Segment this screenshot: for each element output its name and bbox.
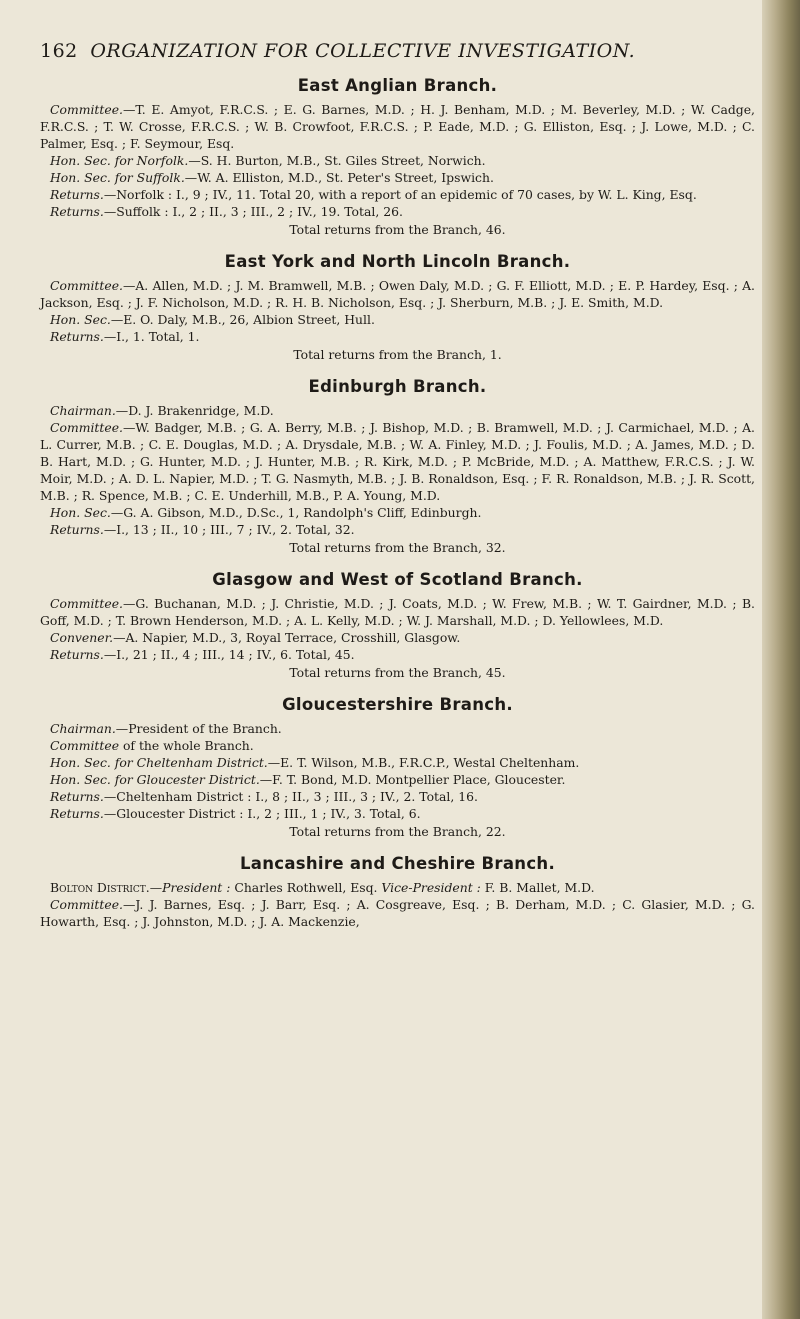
branch-total: Total returns from the Branch, 46. (289, 222, 506, 237)
branch-east-anglian (40, 76, 755, 238)
entry-text: —A. Allen, M.D. ; J. M. Bramwell, M.B. ; Owen Daly, M.D. ; G. F. Elliott, M.D. ; E. P. Hardey, Esq. ; A. Jackson, Esq. ; J. F. Nicholson, M.D. ; R. H. B. Nicholson, Esq. ; J. Sherburn, M.B. ; J. E. Smith, M.D. (40, 278, 755, 310)
entry-label: Committee. (50, 278, 123, 293)
entry-text: —I., 1. Total, 1. (103, 329, 200, 344)
chairman-paragraph (40, 402, 755, 419)
returns-paragraph (40, 521, 755, 538)
entry-label: Hon. Sec. for Norfolk. (50, 153, 189, 168)
entry-text: —F. T. Bond, M.D. Montpellier Place, Gloucester. (259, 772, 566, 787)
entry-text: —D. J. Brakenridge, M.D. (115, 403, 274, 418)
branch-gloucestershire (40, 695, 755, 840)
entry-label: Hon. Sec. for Gloucester District. (50, 772, 260, 787)
convener-paragraph (40, 629, 755, 646)
branch-heading: Gloucestershire Branch. (282, 695, 513, 714)
entry-text: —Suffolk : I., 2 ; II., 3 ; III., 2 ; IV., 19. Total, 26. (103, 204, 403, 219)
page-content (40, 40, 755, 944)
branch-heading: Lancashire and Cheshire Branch. (239, 854, 556, 873)
entry-text: —I., 13 ; II., 10 ; III., 7 ; IV., 2. Total, 32. (103, 522, 355, 537)
entry-label: Committee. (50, 420, 123, 435)
district-name: Bolton District. (50, 880, 150, 895)
entry-label: —President : (149, 880, 231, 895)
entry-text: —T. E. Amyot, F.R.C.S. ; E. G. Barnes, M.D. ; H. J. Benham, M.D. ; M. Beverley, M.D. ; W. Cadge, F.R.C.S. ; T. W. Crosse, F.R.C.S. ; W. B. Crowfoot, F.R.C.S. ; P. Eade, M.D. ; G. Elliston, Esq. ; J. Lowe, M.D. ; C. Palmer, Esq. ; F. Seymour, Esq. (40, 102, 755, 151)
page-edge-shadow (762, 0, 800, 1319)
returns-paragraph (40, 203, 755, 220)
branch-heading: Edinburgh Branch. (308, 377, 487, 396)
entry-text: —G. Buchanan, M.D. ; J. Christie, M.D. ; J. Coats, M.D. ; W. Frew, M.B. ; W. T. Gairdner, M.D. ; B. Goff, M.D. ; T. Brown Henderson, M.D. ; A. L. Kelly, M.D. ; W. J. Marshall, M.D. ; D. Yellowlees, M.D. (40, 596, 755, 628)
branch-total: Total returns from the Branch, 22. (289, 824, 506, 839)
returns-paragraph (40, 788, 755, 805)
entry-label: Returns. (50, 329, 104, 344)
branch-total: Total returns from the Branch, 1. (293, 347, 502, 362)
page-number: 162 (40, 40, 78, 62)
branch-lancashire-cheshire (40, 854, 755, 930)
hon-sec-paragraph (40, 169, 755, 186)
district-paragraph (40, 879, 755, 896)
entry-text: —W. Badger, M.B. ; G. A. Berry, M.B. ; J. Bishop, M.D. ; B. Bramwell, M.D. ; J. Carmichael, M.D. ; A. L. Currer, M.B. ; C. E. Douglas, M.D. ; A. Drysdale, M.B. ; W. A. Finley, M.D. ; J. Foulis, M.D. ; A. James, M.D. ; D. B. Hart, M.D. ; G. Hunter, M.D. ; J. Hunter, M.B. ; R. Kirk, M.D. ; P. McBride, M.D. ; A. Matthew, F.R.C.S. ; J. W. Moir, M.D. ; A. D. L. Napier, M.D. ; T. G. Nasmyth, M.B. ; J. B. Ronaldson, Esq. ; F. R. Ronaldson, M.B. ; J. R. Scott, M.B. ; R. Spence, M.B. ; C. E. Underhill, M.B., P. A. Young, M.D. (40, 420, 755, 503)
branch-heading: Glasgow and West of Scotland Branch. (212, 570, 583, 589)
entry-label: Committee. (50, 897, 123, 912)
branch-heading: East Anglian Branch. (297, 76, 498, 95)
branch-east-york-north-lincoln (40, 252, 755, 363)
committee-paragraph (40, 101, 755, 152)
entry-text: —E. O. Daly, M.B., 26, Albion Street, Hull. (110, 312, 375, 327)
entry-label: Hon. Sec. (50, 312, 111, 327)
entry-label: Returns. (50, 522, 104, 537)
entry-text: F. B. Mallet, M.D. (480, 880, 595, 895)
running-title: ORGANIZATION FOR COLLECTIVE INVESTIGATION. (90, 40, 636, 62)
entry-label: Returns. (50, 187, 104, 202)
branch-total: Total returns from the Branch, 45. (289, 665, 506, 680)
entry-label: Returns. (50, 806, 104, 821)
committee-paragraph (40, 896, 755, 930)
committee-paragraph (40, 419, 755, 504)
hon-sec-paragraph (40, 771, 755, 788)
entry-text: —E. T. Wilson, M.B., F.R.C.P., Westal Cheltenham. (267, 755, 580, 770)
entry-text: of the whole Branch. (119, 738, 254, 753)
entry-text: —Gloucester District : I., 2 ; III., 1 ; IV., 3. Total, 6. (103, 806, 421, 821)
entry-label: Committee. (50, 102, 123, 117)
entry-text: —Cheltenham District : I., 8 ; II., 3 ; III., 3 ; IV., 2. Total, 16. (103, 789, 478, 804)
chairman-paragraph (40, 720, 755, 737)
committee-paragraph (40, 277, 755, 311)
branch-glasgow-west-scotland (40, 570, 755, 681)
entry-label: Returns. (50, 647, 104, 662)
branch-edinburgh (40, 377, 755, 556)
returns-paragraph (40, 328, 755, 345)
running-head (40, 40, 755, 62)
hon-sec-paragraph (40, 311, 755, 328)
returns-paragraph (40, 805, 755, 822)
entry-text: —W. A. Elliston, M.D., St. Peter's Street, Ipswich. (184, 170, 494, 185)
hon-sec-paragraph (40, 504, 755, 521)
returns-paragraph (40, 646, 755, 663)
entry-label: Chairman. (50, 721, 116, 736)
branch-heading: East York and North Lincoln Branch. (224, 252, 571, 271)
entry-text: —S. H. Burton, M.B., St. Giles Street, Norwich. (188, 153, 486, 168)
entry-text: —President of the Branch. (115, 721, 282, 736)
entry-label: Vice-President : (381, 880, 481, 895)
entry-label: Hon. Sec. (50, 505, 111, 520)
hon-sec-paragraph (40, 152, 755, 169)
entry-text: —A. Napier, M.D., 3, Royal Terrace, Crosshill, Glasgow. (113, 630, 461, 645)
committee-paragraph (40, 737, 755, 754)
entry-label: Hon. Sec. for Suffolk. (50, 170, 185, 185)
entry-label: Committee (50, 738, 120, 753)
hon-sec-paragraph (40, 754, 755, 771)
entry-label: Hon. Sec. for Cheltenham District. (50, 755, 268, 770)
entry-text: —Norfolk : I., 9 ; IV., 11. Total 20, with a report of an epidemic of 70 cases, by W. L. King, Esq. (103, 187, 697, 202)
returns-paragraph (40, 186, 755, 203)
entry-text: —I., 21 ; II., 4 ; III., 14 ; IV., 6. Total, 45. (103, 647, 355, 662)
entry-label: Returns. (50, 204, 104, 219)
entry-label: Chairman. (50, 403, 116, 418)
entry-text: Charles Rothwell, Esq. (230, 880, 382, 895)
branch-total: Total returns from the Branch, 32. (289, 540, 506, 555)
committee-paragraph (40, 595, 755, 629)
entry-text: —G. A. Gibson, M.D., D.Sc., 1, Randolph's Cliff, Edinburgh. (110, 505, 482, 520)
entry-text: —J. J. Barnes, Esq. ; J. Barr, Esq. ; A. Cosgreave, Esq. ; B. Derham, M.D. ; C. Glasier, M.D. ; G. Howarth, Esq. ; J. Johnston, M.D. ; J. A. Mackenzie, (40, 897, 755, 929)
entry-label: Committee. (50, 596, 123, 611)
entry-label: Returns. (50, 789, 104, 804)
entry-label: Convener. (50, 630, 114, 645)
